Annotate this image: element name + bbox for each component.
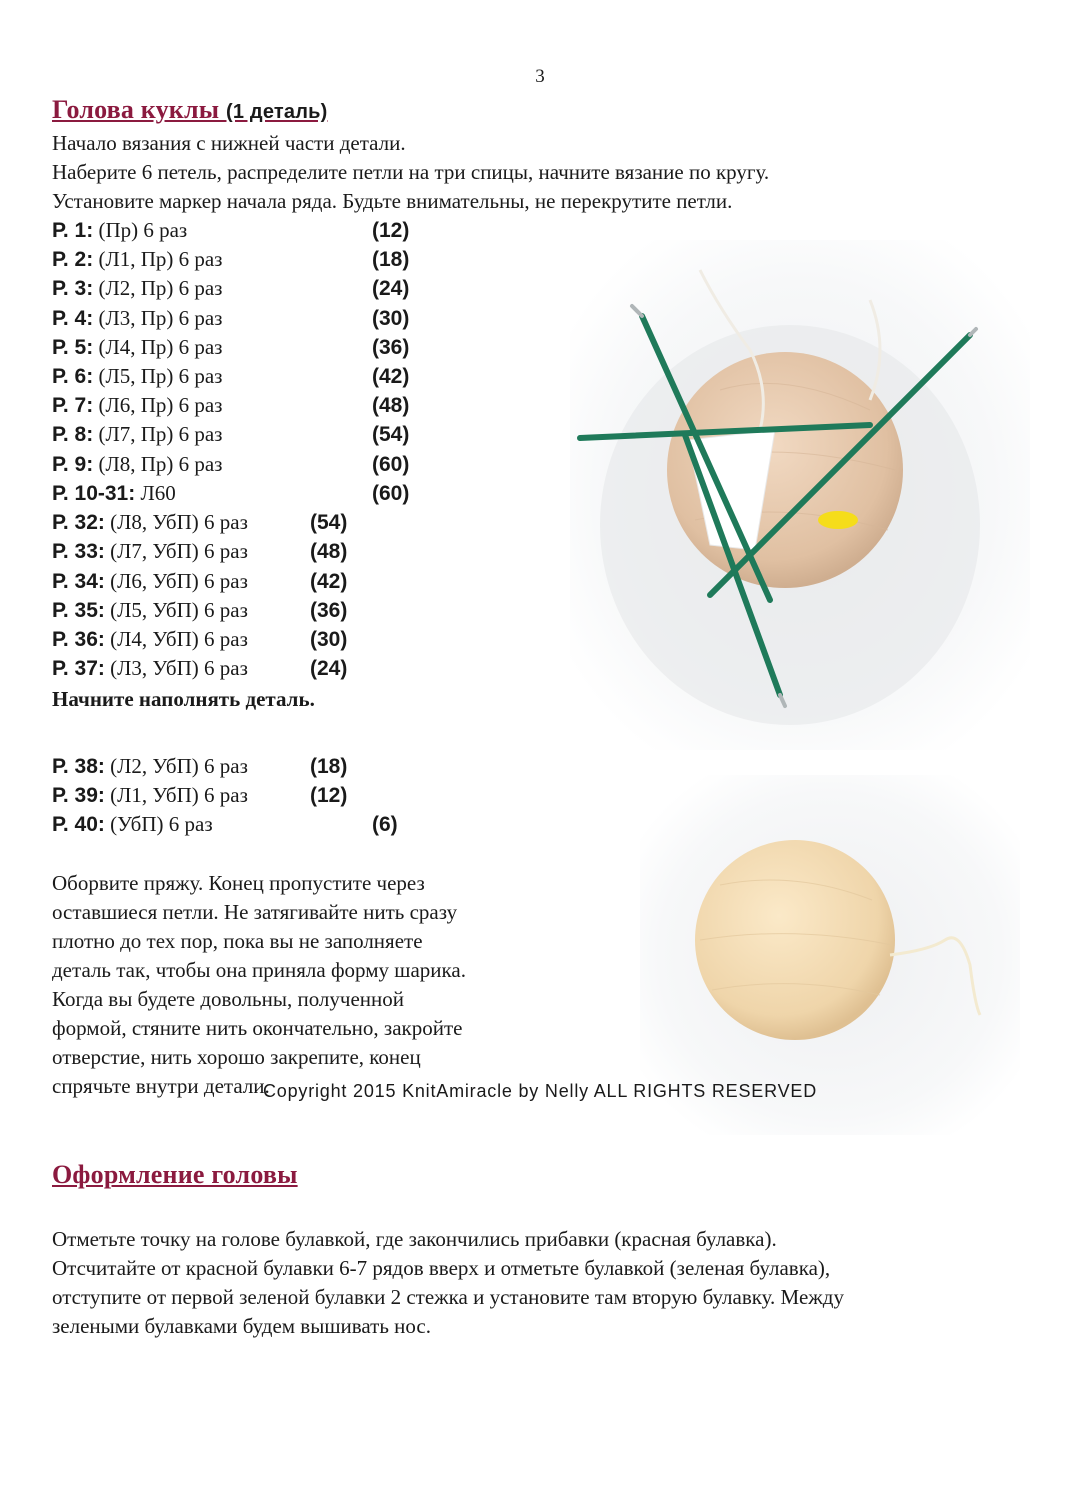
pattern-row: Р. 39: (Л1, УбП) 6 раз (12) — [52, 783, 348, 807]
pattern-row: Р. 9: (Л8, Пр) 6 раз (60) — [52, 452, 410, 476]
finish-line: спрячьте внутри детали. — [52, 1074, 270, 1098]
finish-line: деталь так, чтобы она приняла форму шарика. — [52, 958, 466, 982]
pattern-row: Р. 32: (Л8, УбП) 6 раз (54) — [52, 510, 348, 534]
pattern-row: Р. 5: (Л4, Пр) 6 раз (36) — [52, 335, 410, 359]
pattern-row: Р. 34: (Л6, УбП) 6 раз (42) — [52, 569, 348, 593]
section-title-decoration: Оформление головы — [52, 1160, 298, 1189]
stuffing-note: Начните наполнять деталь. — [52, 687, 315, 711]
intro-line: Установите маркер начала ряда. Будьте внимательны, не перекрутите петли. — [52, 189, 733, 213]
page-number: 3 — [535, 66, 545, 87]
decoration-paragraph — [52, 1225, 844, 1341]
intro-line: Начало вязания с нижней части детали. — [52, 131, 406, 155]
finish-line: отверстие, нить хорошо закрепите, конец — [52, 1045, 421, 1069]
decoration-line: Отсчитайте от красной булавки 6-7 рядов вверх и отметьте булавкой (зеленая булавка), — [52, 1256, 831, 1280]
finish-line: плотно до тех пор, пока вы не заполняете — [52, 929, 423, 953]
pattern-row: Р. 10-31: Л60 (60) — [52, 481, 410, 505]
pattern-row: Р. 8: (Л7, Пр) 6 раз (54) — [52, 422, 410, 446]
pattern-row: Р. 6: (Л5, Пр) 6 раз (42) — [52, 364, 410, 388]
pattern-row: Р. 2: (Л1, Пр) 6 раз (18) — [52, 247, 410, 271]
finish-paragraph — [52, 869, 466, 1101]
pattern-row: Р. 33: (Л7, УбП) 6 раз (48) — [52, 539, 348, 563]
pattern-row: Р. 38: (Л2, УбП) 6 раз (18) — [52, 754, 348, 778]
intro-line: Наберите 6 петель, распределите петли на три спицы, начните вязание по кругу. — [52, 160, 770, 184]
pattern-row: Р. 40: (УбП) 6 раз (6) — [52, 812, 398, 836]
finish-line: оставшиеся петли. Не затягивайте нить сразу — [52, 900, 458, 924]
intro-paragraph — [52, 129, 769, 216]
head-title-note: (1 деталь) — [225, 101, 328, 123]
pattern-row: Р. 4: (Л3, Пр) 6 раз (30) — [52, 306, 410, 330]
copyright-footer: Copyright 2015 KnitAmiracle by Nelly ALL RIGHTS RESERVED — [262, 1081, 817, 1101]
pattern-row: Р. 37: (Л3, УбП) 6 раз (24) — [52, 656, 348, 680]
photo-knitting-in-progress — [570, 240, 1030, 750]
pattern-row: Р. 1: (Пр) 6 раз (12) — [52, 218, 410, 242]
pattern-row: Р. 3: (Л2, Пр) 6 раз (24) — [52, 276, 410, 300]
decoration-line: зелеными булавками будем вышивать нос. — [52, 1314, 431, 1338]
pattern-row: Р. 7: (Л6, Пр) 6 раз (48) — [52, 393, 410, 417]
pattern-row: Р. 35: (Л5, УбП) 6 раз (36) — [52, 598, 348, 622]
pattern-row: Р. 36: (Л4, УбП) 6 раз (30) — [52, 627, 348, 651]
yellow-marker — [818, 511, 858, 529]
decoration-line: отступите от первой зеленой булавки 2 стежка и установите там вторую булавку. Между — [52, 1285, 844, 1309]
finish-line: формой, стяните нить окончательно, закройте — [52, 1016, 463, 1040]
head-title: Голова куклы — [52, 95, 226, 124]
finish-line: Оборвите пряжу. Конец пропустите через — [52, 871, 425, 895]
decoration-line: Отметьте точку на голове булавкой, где закончились прибавки (красная булавка). — [52, 1227, 777, 1251]
section-title-head — [52, 95, 327, 125]
finish-line: Когда вы будете довольны, полученной — [52, 987, 404, 1011]
